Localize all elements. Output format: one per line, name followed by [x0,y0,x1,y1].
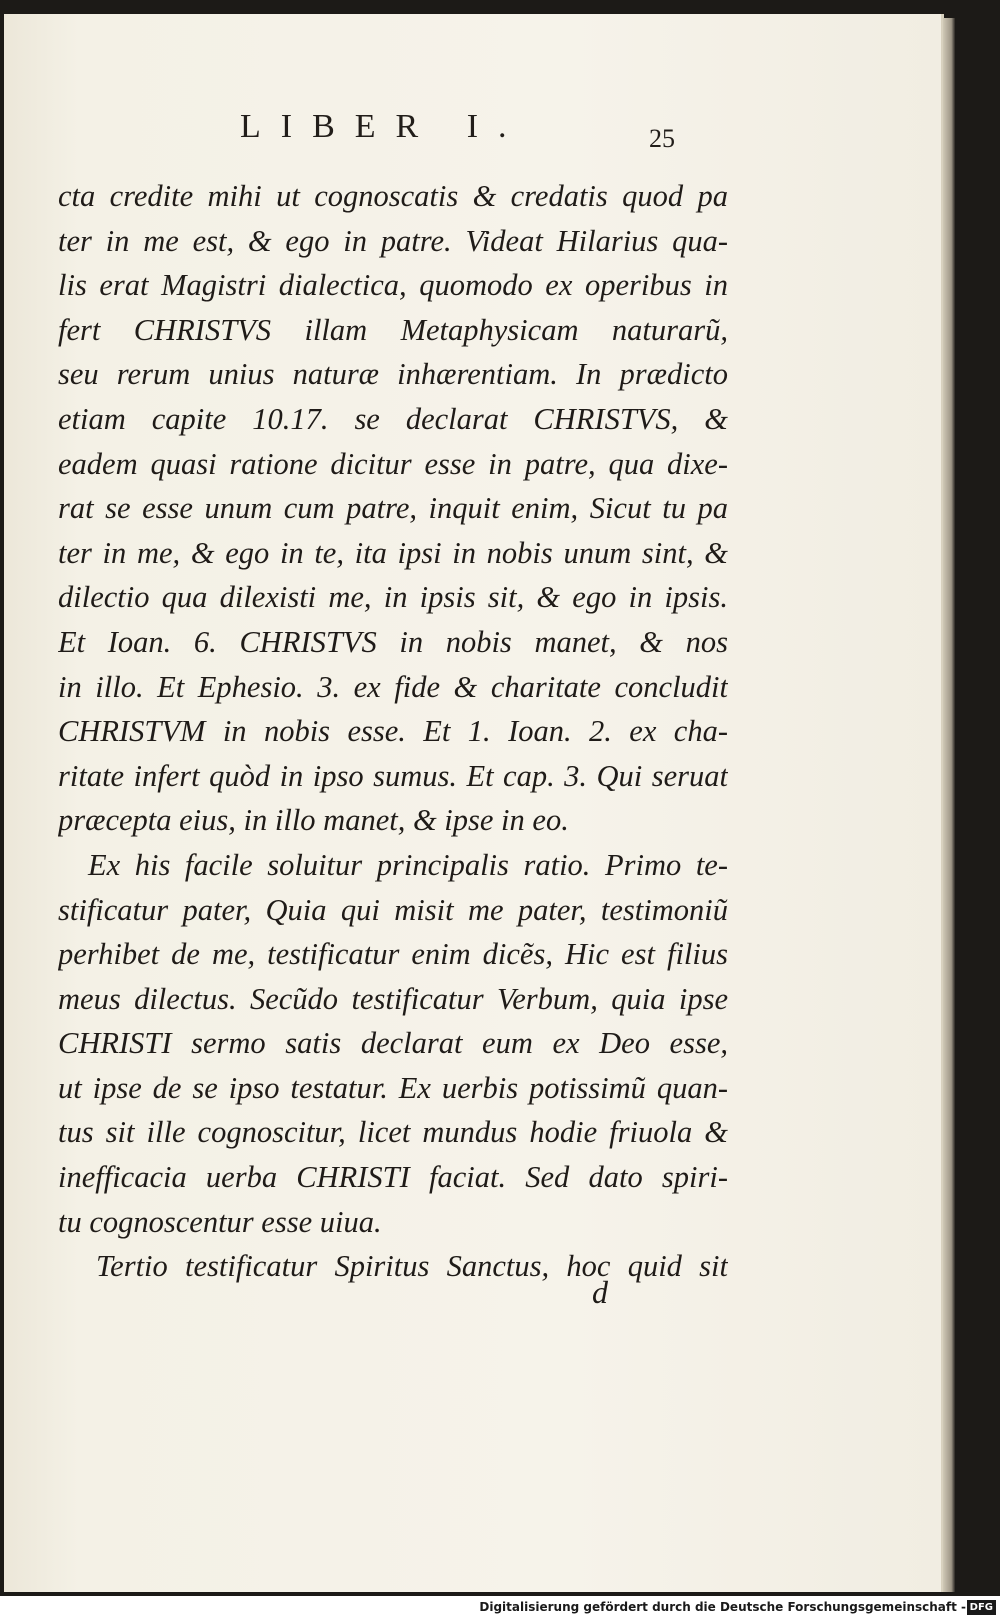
text-block [58,174,728,1289]
text-line: Tertio testificatur Spiritus Sanctus, hoc quid sit [96,1249,728,1284]
text-line: cta credite mihi ut cognoscatis & credatis quod pa [58,179,728,213]
text-line: CHRISTVM in nobis esse. Et 1. Ioan. 2. ex cha- [58,714,728,749]
text-line: Et Ioan. 6. CHRISTVS in nobis manet, & nos [58,624,728,659]
text-line: etiam capite 10.17. se declarat CHRISTVS, & [58,401,728,436]
text-line: ter in me est, & ego in patre. Videat Hilarius qua- [58,223,728,258]
text-line: inefficacia uerba CHRISTI faciat. Sed dato spiri- [58,1160,728,1195]
running-head: LIBER I. [240,108,527,145]
text-line: Ex his facile soluitur principalis ratio. Primo te- [88,847,728,882]
text-line: dilectio qua dilexisti me, in ipsis sit, & ego in ipsis. [58,580,728,615]
text-line: præcepta eius, in illo manet, & ipse in eo. [58,803,569,838]
dfg-logo: DFG [967,1600,996,1615]
text-line: meus dilectus. Secũdo testificatur Verbum, quia ipse [58,981,728,1016]
signature-mark: d [592,1274,608,1310]
text-line: ter in me, & ego in te, ita ipsi in nobis unum sint, & [58,535,728,570]
text-line: tus sit ille cognoscitur, licet mundus hodie friuola & [58,1115,728,1150]
text-line: CHRISTI sermo satis declarat eum ex Deo esse, [58,1026,728,1061]
text-line: lis erat Magistri dialectica, quomodo ex operibus in [58,268,728,303]
text-line: ritate infert quòd in ipso sumus. Et cap. 3. Qui seruat [58,758,728,793]
text-line: ut ipse de se ipso testatur. Ex uerbis potissimũ quan- [58,1070,728,1105]
footer-bar [0,1596,1000,1620]
page-edge [943,18,955,1592]
text-line: tu cognoscentur esse uiua. [58,1204,382,1239]
text-line: fert CHRISTVS illam Metaphysicam naturarũ, [58,312,728,347]
footer-credit: Digitalisierung gefördert durch die Deutsche Forschungsgemeinschaft - [479,1600,966,1614]
text-line: seu rerum unius naturæ inhærentiam. In prædicto [58,357,728,392]
text-line: perhibet de me, testificatur enim dicẽs, Hic est filius [58,937,728,972]
text-line: rat se esse unum cum patre, inquit enim, Sicut tu pa [58,491,728,526]
text-line: in illo. Et Ephesio. 3. ex fide & charitate concludit [58,669,728,704]
page-number: 25 [649,124,675,153]
text-line: stificatur pater, Quia qui misit me pater, testimoniũ [58,892,728,927]
text-line: eadem quasi ratione dicitur esse in patre, qua dixe- [58,446,728,481]
book-page [4,14,944,1592]
